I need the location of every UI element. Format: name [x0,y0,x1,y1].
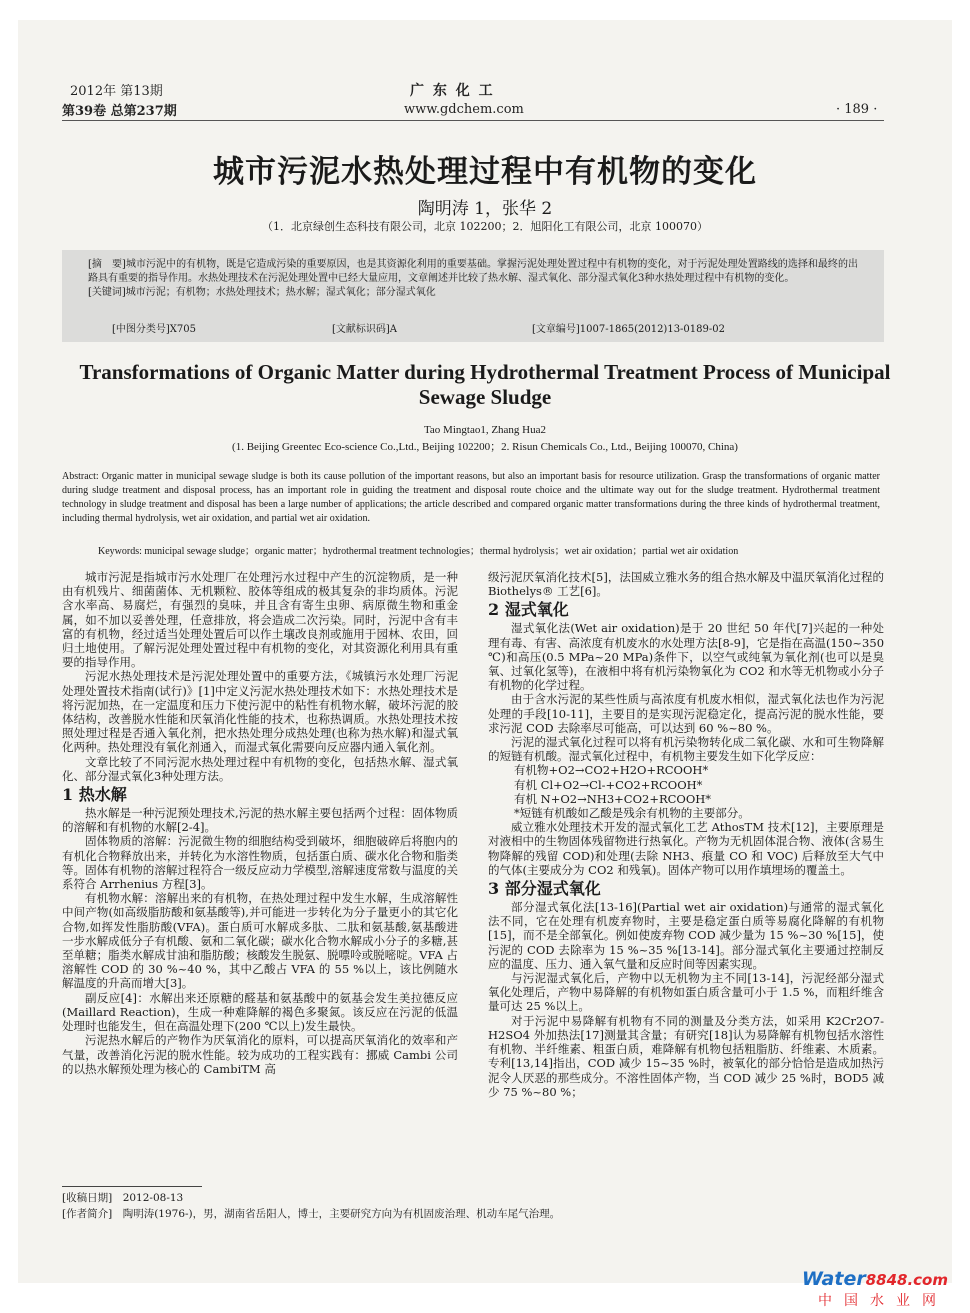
paragraph: 有机物水解：溶解出来的有机物，在热处理过程中发生水解，生成溶解性中间产物(如高级脂肪酸和氨基酸等),并可能进一步转化为分子量更小的其它化合物,如挥发性脂肪酸(VFA)。蛋白质可水解成多肽、二肽和氨基酸,氨基酸进一步水解成低分子有机酸、氨和二氧化碳；碳水化合物水解成小分子的多糖,甚至单糖；脂类水解成甘油和脂肪酸；核酸发生脱氨、脱嘌呤或脱嘧啶。VFA 占溶解性 COD 的 30 %~40 %，其中乙酸占 VFA 的 55 %以上，该比例随水解温度的升高而增大[3]。 [62,891,458,991]
section-heading: 3 部分湿式氧化 [488,879,601,899]
abstract-box-chinese [62,250,884,342]
watermark-logo [802,1268,948,1290]
paragraph: 级污泥厌氧消化技术[5]，法国威立雅水务的组合热水解及中温厌氧消化过程的 Biothelys® 工艺[6]。 [488,570,884,599]
title-chinese: 城市污泥水热处理过程中有机物的变化 [213,154,757,190]
header-journal: 广 东 化 工 [410,83,495,99]
header-rule [62,120,884,121]
equation: 有机 N+O2→NH3+CO2+RCOOH* [514,791,712,806]
paragraph: 城市污泥是指城市污水处理厂在处理污水过程中产生的沉淀物质，是一种由有机残片、细菌菌体、无机颗粒、胶体等组成的极其复杂的非均质体。污泥含水率高、易腐烂，有强烈的臭味，并且含有寄生虫卵、病原微生物和重金属，如不加以妥善处理，任意排放，将会造成二次污染。同时，污泥中含有丰富的有机物，经过适当处理处置后可以作土壤改良剂或施用于园林、农田，回归土地使用。了解污泥处理处置过程中有机物的变化，对其资源化利用具有重要的指导作用。 [62,570,458,670]
section-heading: 2 湿式氧化 [488,600,569,620]
paragraph: 污泥热水解后的产物作为厌氧消化的原料，可以提高厌氧消化的效率和产气量，改善消化污泥的脱水性能。较为成功的工程实践有：挪威 Cambi 公司的以热水解预处理为核心的 CambiTM 高 [62,1033,458,1076]
section-heading: 1 热水解 [62,785,127,805]
document-code: [文献标识码]A [332,324,398,335]
class-number: [中图分类号]X705 [112,324,197,335]
affiliation-chinese: （1．北京绿创生态科技有限公司，北京 102200；2．旭阳化工有限公司，北京 100070） [262,220,708,233]
header-issue: 2012年 第13期 [70,84,163,99]
header-page-number: · 189 · [836,102,878,117]
received-date: [收稿日期] 2012-08-13 [62,1192,184,1204]
keywords-chinese: [关键词]城市污泥；有机物；水热处理技术；热水解；湿式氧化；部分湿式氧化 [88,287,436,298]
paragraph: 湿式氧化法(Wet air oxidation)是于 20 世纪 50 年代[7]兴起的一种处理有毒、有害、高浓度有机废水的水处理方法[8-9]，它是指在高温(150~350 ℃)和高压(0.5 MPa~20 MPa)条件下，以空气或纯氧为氧化剂(也可以是臭氧、过氧化氢等)，在液相中将有机污染物氧化为 CO2 和水等无机物或小分子有机物的化学过程。 [488,621,885,693]
body-right-column [488,570,884,1099]
abstract-chinese: [摘 要]城市污泥中的有机物，既是它造成污染的重要原因，也是其资源化利用的重要基础。掌握污泥处理处置过程中有机物的变化，对于污泥处理处置路线的选择和最终的出路具有重要的指导作用。水热处理技术在污泥处理处置中已经大量应用，文章阐述并比较了热水解、湿式氧化、部分湿式氧化3种水热处理过程中有机物的变化。 [88,259,858,284]
body-left-column [62,570,458,1076]
footnote-rule [62,1186,202,1187]
keywords-english: Keywords: municipal sewage sludge；organic matter；hydrothermal treatment technologies；thermal hydrolysis；wet air oxidation；partial wet air oxidation [98,546,739,557]
title-english: Transformations of Organic Matter during Hydrothermal Treatment Process of Municipal Sewage Sludge [79,360,891,409]
paragraph: 威立雅水处理技术开发的湿式氧化工艺 AthosTM 技术[12]，主要原理是对液相中的生物固体残留物进行热氧化。产物为无机固体混合物、液体(含易生物降解的残留 COD)和处理(去除 NH3、痕量 CO 和 VOC) 后释放至大气中的气体(主要成分为 CO2 和残氧)。固体产物可以用作填埋场的覆盖土。 [488,820,884,877]
equation-note: *短链有机酸如乙酸是残余有机物的主要部分。 [514,806,750,821]
affiliation-english: (1. Beijing Greentec Eco-science Co.,Ltd., Beijing 102200；2. Risun Chemicals Co., Ltd., Beijing 100070, China) [232,441,738,453]
watermark-brand: Water [801,1268,866,1290]
paragraph: 固体物质的溶解：污泥微生物的细胞结构受到破坏，细胞破碎后将胞内的有机化合物释放出来，并转化为水溶性物质，包括蛋白质、碳水化合物和脂类等。固体有机物的溶解过程符合一级反应动力学模型,溶解速度常数与温度的关系符合 Arrhenius 方程[3]。 [62,834,458,892]
header-url: www.gdchem.com [404,102,524,117]
paragraph: 对于污泥中易降解有机物有不同的测量及分类方法，如采用 K2Cr2O7-H2SO4 外加热法[17]测量其含量；有研究[18]认为易降解有机物包括水溶性有机物、半纤维素、粗蛋白质，难降解有机物包括粗脂肪、纤维素、木质素。专利[13,14]指出，COD 减少 15~35 %时，被氧化的部分恰恰是造成加热污泥令人厌恶的那些成分。不溶性固体产物，当 COD 减少 25 %时，BOD5 减少 75 %~80 %； [488,1013,884,1099]
paragraph: 文章比较了不同污泥水热处理过程中有机物的变化，包括热水解、湿式氧化、部分湿式氧化3种处理方法。 [62,754,458,783]
paragraph: 与污泥湿式氧化后，产物中以无机物为主不同[13-14]，污泥经部分湿式氧化处理后，产物中易降解的有机物如蛋白质含量可小于 1.5 %，而粗纤维含量可达 25 %以上。 [488,971,884,1014]
authors-chinese: 陶明涛 1，张华 2 [417,199,553,219]
paragraph: 部分湿式氧化法[13-16](Partial wet air oxidation)与通常的湿式氧化法不同，它在处理有机废弃物时，主要是稳定蛋白质等易腐化降解的有机物[15]，而不是全部氧化。例如使废弃物 COD 减少量为 15 %~30 %[15]，使污泥的 COD 去除率为 15 %~35 %[13-14]。部分湿式氧化主要通过控制反应的温度、压力、通入氧气量和反应时间等因素实现。 [488,900,884,971]
paragraph: 副反应[4]：水解出来还原糖的醛基和氨基酸中的氨基会发生美拉德反应(Maillard Reaction)，生成一种难降解的褐色多聚氮。该反应在污泥的低温处理时也能发生，但在高温处理下(200 ℃以上)发生最快。 [62,990,458,1034]
watermark-number: 8848 [865,1271,908,1289]
equation: 有机 Cl+O2→Cl-+CO2+RCOOH* [514,777,703,792]
authors-english: Tao Mingtao1, Zhang Hua2 [423,424,547,436]
watermark-chinese: 中国水业网 [818,1293,948,1309]
abstract-english: Abstract: Organic matter in municipal sewage sludge is both its cause pollution of the important reasons, but also an important basis for resource utilization. Grasp the transformations of organic matter during sludge treatment and disposal process, has an important role in guiding the treatment and disposal route choice and the ultimate way out for the sludge treatment. Hydrothermal treatment technology in sludge treatment and disposal has been a large number of applications; the article described and compared organic matter transformations during the three kinds of hydrothermal treatment, including thermal hydrolysis, wet air oxidation, and partial wet air oxidation. [62,471,880,524]
article-number: [文章编号]1007-1865(2012)13-0189-02 [532,324,725,335]
equation: 有机物+O2→CO2+H2O+RCOOH* [514,763,709,778]
header-volume: 第39卷 总第237期 [62,104,177,119]
paragraph: 由于含水污泥的某些性质与高浓度有机废水相似，湿式氧化法也作为污泥处理的手段[10-11]，主要目的是实现污泥稳定化，提高污泥的脱水性能，要求污泥 COD 去除率尽可能高，可以达到 60 %~80 %。 [488,692,884,735]
watermark-suffix: .com [907,1271,948,1289]
paragraph: 污泥的湿式氧化过程可以将有机污染物转化成二氧化碳、水和可生物降解的短链有机酸。湿式氧化过程中，有机物主要发生如下化学反应： [488,735,884,764]
author-bio: [作者简介] 陶明涛(1976-)，男，湖南省岳阳人，博士，主要研究方向为有机固废治理、机动车尾气治理。 [62,1208,561,1220]
paragraph: 热水解是一种污泥预处理技术,污泥的热水解主要包括两个过程：固体物质的溶解和有机物的水解[2-4]。 [62,806,458,835]
paragraph: 污泥水热处理技术是污泥处理处置中的重要方法，《城镇污水处理厂污泥处理处置技术指南(试行)》[1]中定义污泥水热处理技术如下：水热处理技术是将污泥加热，在一定温度和压力下使污泥中的粘性有机物水解，破坏污泥的胶体结构，改善脱水性能和厌氧消化性能的技术，也称热调质。水热处理技术按照处理过程是否通入氧化剂，把水热处理分成热处理(也称为热水解)和湿式氧化两种。热处理没有氧化剂通入，而湿式氧化需要向反应器内通入氧化剂。 [62,669,458,755]
